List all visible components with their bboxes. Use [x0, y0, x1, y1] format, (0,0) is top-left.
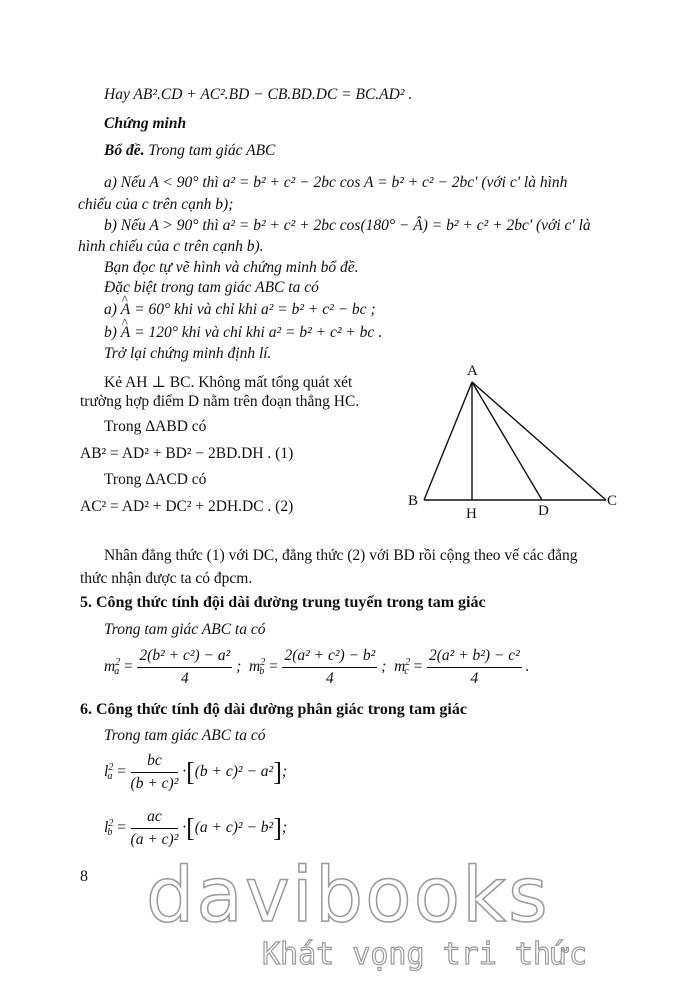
lemma-line: Bổ đề. Trong tam giác ABC: [104, 142, 276, 159]
section-5-heading: 5. Công thức tính đội dài đường trung tuyến trong tam giác: [80, 594, 486, 611]
segment-ad: [472, 382, 542, 500]
special-a: a) ^ A = 60° khi và chỉ khi a² = b² + c² − bc ;: [104, 301, 376, 319]
side-ab: [424, 382, 472, 500]
bisector-lb-formula: $l^2_b$ = $\frac{ac}{\text{(a + c)²}}$ ·[(a + c)² − b²];: [104, 808, 288, 848]
lemma-b-cont: hình chiếu của c trên cạnh b).: [78, 238, 264, 255]
bisector-la-formula: $l^2_a$ = $\frac{bc}{\text{(b + c)²}}$ ·[(b + c)² − a²];: [104, 752, 288, 792]
side-ac: [472, 382, 606, 500]
identity-line: Hay AB².CD + AC².BD − CB.BD.DC = BC.AD² .: [104, 86, 413, 103]
vertex-a-label: A: [467, 363, 478, 379]
foot-h-label: H: [466, 506, 477, 522]
section-5-intro: Trong tam giác ABC ta có: [104, 621, 266, 638]
proof-heading: Chứng minh: [104, 115, 187, 132]
equation-2: AC² = AD² + DC² + 2DH.DC . (2): [80, 498, 294, 515]
lemma-a-line: a) Nếu A < 90° thì a² = b² + c² − 2bc cos A = b² + c² − 2bc' (với c' là hình: [104, 174, 568, 191]
multiply-line2: thức nhận được ta có đpcm.: [80, 570, 253, 587]
section-6-heading: 6. Công thức tính độ dài đường phân giác trong tam giác: [80, 701, 467, 718]
lemma-a-cont: chiếu của c trên cạnh b);: [78, 196, 234, 213]
construction-line1: Kẻ AH ⊥ BC. Không mất tổng quát xét: [104, 374, 353, 391]
triangle-figure: [400, 358, 630, 528]
vertex-c-label: C: [607, 493, 618, 509]
construction-line2: trường hợp điểm D nằm trên đoạn thẳng HC.: [80, 393, 360, 410]
lemma-b-line: b) Nếu A > 90° thì a² = b² + c² + 2bc cos(180° − Â) = b² + c² + 2bc' (với c' là: [104, 217, 591, 234]
point-d-label: D: [538, 503, 549, 519]
triangle-abd-intro: Trong ΔABD có: [104, 418, 207, 435]
page-number: 8: [80, 868, 88, 885]
triangle-acd-intro: Trong ΔACD có: [104, 471, 207, 488]
special-intro: Đặc biệt trong tam giác ABC ta có: [104, 279, 319, 296]
watermark-brand: davibooks: [146, 850, 550, 939]
median-formulas: $m^2_a$ = $\frac{\text{2(b² + c²) − a²}}{4}$ ; $m^2_b$ = $\frac{\text{2(a² + c²) − b²}}{4}$ ; $m^2_c$ = $\frac{\text{2(a² + b²) − c²}}{4}$ .: [104, 647, 530, 687]
section-6-intro: Trong tam giác ABC ta có: [104, 727, 266, 744]
vertex-b-label: B: [408, 493, 419, 509]
special-b: b) ^ A = 120° khi và chỉ khi a² = b² + c² + bc .: [104, 324, 382, 342]
reader-note: Bạn đọc tự vẽ hình và chứng minh bổ đề.: [104, 259, 359, 276]
multiply-line1: Nhân đẳng thức (1) với DC, đẳng thức (2) với BD rồi cộng theo vế các đẳng: [104, 547, 578, 564]
back-to-proof: Trở lại chứng minh định lí.: [104, 345, 272, 362]
equation-1: AB² = AD² + BD² − 2BD.DH . (1): [80, 445, 294, 462]
watermark-slogan: Khát vọng tri thức: [262, 937, 588, 972]
